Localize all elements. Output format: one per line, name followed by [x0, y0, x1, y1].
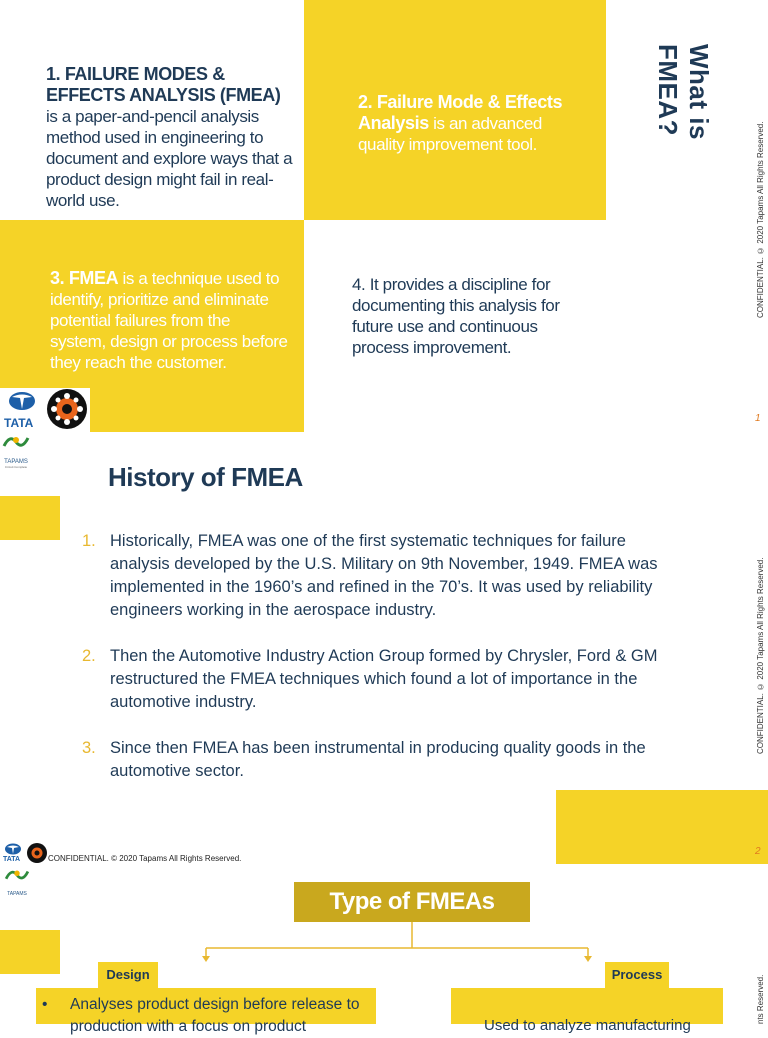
quadrant-3-lead: 3. FMEA [50, 268, 119, 288]
footer-confidential: CONFIDENTIAL. © 2020 Tapams All Rights Reserved. [48, 854, 242, 863]
slide-1-page-number: 1 [755, 413, 761, 424]
slide-1-title: What is FMEA? [653, 44, 714, 140]
slide-3-title: Type of FMEAs [294, 882, 530, 922]
quadrant-2-body: is an advanced quality improvement tool. [358, 114, 542, 154]
list-item-text: Since then FMEA has been instrumental in producing quality goods in the automotive sector. [110, 739, 646, 780]
slide-2-page-number: 2 [755, 846, 761, 857]
footer-tapams-wordmark: TAPAMS [7, 891, 27, 897]
quadrant-4-body: 4. It provides a discipline for documenting this analysis for future use and continuous process improvement. [352, 275, 560, 357]
slide-3-confidential: nts Reserved. [756, 974, 765, 1024]
footer-tata-wordmark: TATA [3, 856, 21, 863]
quadrant-1-body: is a paper-and-pencil analysis method used in engineering to document and explore ways that a product design might fail in real-world use. [46, 107, 293, 210]
slide-2-title: History of FMEA [108, 462, 303, 492]
design-bullet-text-2: production with a focus on product [70, 1018, 307, 1035]
design-tag: Design [98, 962, 158, 988]
process-text: Used to analyze manufacturing [484, 1017, 691, 1034]
tapams-subtitle: Circuit Complete [4, 465, 28, 469]
list-item-text: Historically, FMEA was one of the first systematic techniques for failure analysis developed by the U.S. Military on 9th November, 1949. FMEA was implemented in the 1960’s and refined in the 70’s. It was used by reliability engineers working in the aerospace industry. [110, 532, 658, 619]
quadrant-1-lead: 1. FAILURE MODES & EFFECTS ANALYSIS (FMEA) [46, 64, 281, 105]
design-bullet-text: Analyses product design before release to [70, 996, 360, 1013]
slide-1-confidential: CONFIDENTIAL. © 2020 Tapams All Rights Reserved. [756, 121, 765, 318]
list-item-number: 2. [82, 647, 96, 665]
list-item-number: 3. [82, 739, 96, 757]
slide-2-confidential: CONFIDENTIAL. © 2020 Tapams All Rights Reserved. [756, 557, 765, 754]
design-bullets: • Analyses product design before release to production with a focus on product [42, 994, 376, 1024]
process-tag: Process [605, 962, 669, 988]
list-item-number: 1. [82, 532, 96, 550]
tata-wordmark: TATA [4, 416, 34, 430]
quadrant-3-body: is a technique used to identify, prioritize and eliminate potential failures from the system, design or process before they reach the customer. [50, 269, 288, 372]
quadrant-2-lead: 2. Failure Mode & Effects Analysis [358, 92, 563, 133]
tapams-wordmark: TAPAMS [4, 459, 28, 465]
list-item-text: Then the Automotive Industry Action Group formed by Chrysler, Ford & GM restructured the FMEA techniques which found a lot of importance in the automotive industry. [110, 647, 658, 711]
